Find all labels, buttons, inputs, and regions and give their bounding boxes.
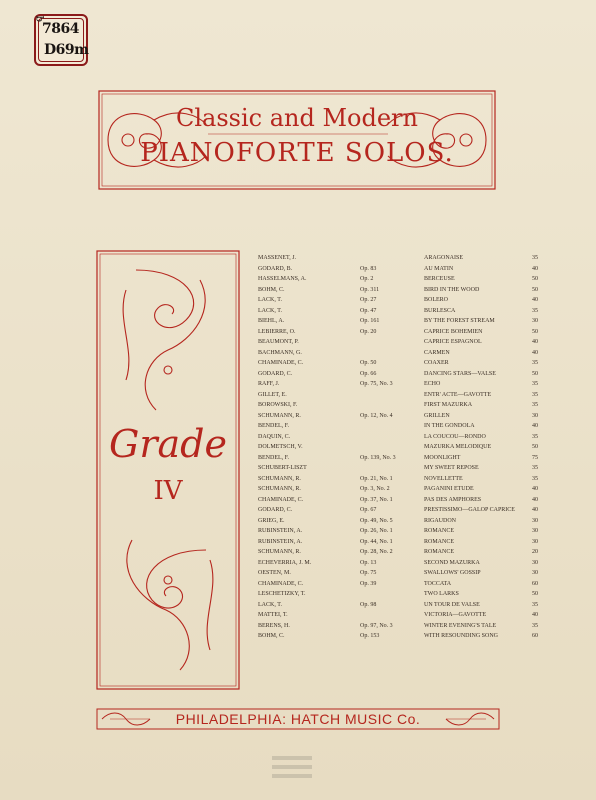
piece-opus: Op. 2 xyxy=(360,276,374,282)
call-number-line2: D69m xyxy=(44,42,89,58)
piece-price: 35 xyxy=(532,601,538,608)
piece-price: 40 xyxy=(532,423,538,429)
piece-title: LA COUCOU—RONDO xyxy=(424,433,486,440)
piece-opus: Op. 21, No. 1 xyxy=(360,475,393,482)
piece-title: SWALLOWS' GOSSIP xyxy=(424,570,481,576)
piece-composer: SCHUMANN, R. xyxy=(258,412,301,419)
piece-opus: Op. 161 xyxy=(360,318,380,324)
piece-composer: BOHM, C. xyxy=(258,286,285,293)
piece-opus: Op. 39 xyxy=(360,580,377,587)
piece-title: TOCCATA xyxy=(424,580,452,587)
piece-price: 60 xyxy=(532,580,538,587)
piece-price: 35 xyxy=(532,622,538,629)
piece-composer: MATTEI, T. xyxy=(258,612,288,618)
piece-price: 40 xyxy=(532,339,538,345)
piece-title: SECOND MAZURKA xyxy=(424,559,480,566)
piece-opus: Op. 98 xyxy=(360,601,377,608)
piece-title: ROMANCE xyxy=(424,528,455,534)
piece-price: 35 xyxy=(532,360,538,366)
piece-row xyxy=(258,318,538,329)
piece-composer: BIEHL, A. xyxy=(258,318,285,324)
piece-price: 30 xyxy=(532,528,538,534)
piece-opus: Op. 37, No. 1 xyxy=(360,496,393,503)
piece-price: 35 xyxy=(532,307,538,314)
stamp-line xyxy=(272,756,312,760)
piece-opus: Op. 153 xyxy=(360,633,380,639)
piece-title: BIRD IN THE WOOD xyxy=(424,286,480,293)
piece-row xyxy=(258,560,538,571)
piece-row xyxy=(258,570,538,581)
piece-composer: GODARD, C. xyxy=(258,507,293,513)
piece-opus: Op. 97, No. 3 xyxy=(360,622,393,629)
piece-title: BOLERO xyxy=(424,297,448,303)
piece-opus: Op. 27 xyxy=(360,297,377,303)
grade-number: IV xyxy=(153,476,183,506)
publisher-name: PHILADELPHIA: HATCH MUSIC Co. xyxy=(175,711,421,727)
piece-opus: Op. 20 xyxy=(360,328,377,335)
piece-price: 50 xyxy=(532,328,538,335)
piece-opus: Op. 75 xyxy=(360,570,377,576)
piece-composer: LACK, T. xyxy=(258,297,282,303)
publisher-banner xyxy=(96,708,500,730)
piece-composer: CHAMINADE, C. xyxy=(258,496,304,503)
piece-row xyxy=(258,591,538,602)
piece-price: 40 xyxy=(532,496,538,503)
title-line2: PIANOFORTE SOLOS. xyxy=(140,138,454,168)
piece-composer: LACK, T. xyxy=(258,601,282,608)
piece-row xyxy=(258,455,538,466)
piece-row xyxy=(258,308,538,319)
piece-opus: Op. 44, No. 1 xyxy=(360,538,393,545)
piece-title: PAS DES AMPHORES xyxy=(424,496,482,503)
piece-opus: Op. 311 xyxy=(360,286,380,293)
piece-price: 40 xyxy=(532,349,538,356)
piece-opus: Op. 13 xyxy=(360,559,377,566)
piece-row xyxy=(258,581,538,592)
piece-price: 30 xyxy=(532,517,538,524)
piece-composer: GODARD, C. xyxy=(258,370,293,377)
piece-composer: DOLMETSCH, V. xyxy=(258,444,303,450)
piece-title: PAGANINI ETUDE xyxy=(424,486,474,492)
faint-bottom-stamp xyxy=(272,756,312,790)
piece-title: WINTER EVENING'S TALE xyxy=(424,622,497,629)
piece-row xyxy=(258,465,538,476)
piece-row xyxy=(258,539,538,550)
piece-row xyxy=(258,392,538,403)
piece-title: MY SWEET REPOSE xyxy=(424,465,479,471)
piece-title: IN THE GONDOLA xyxy=(424,423,475,429)
piece-opus: Op. 139, No. 3 xyxy=(360,454,396,461)
piece-title: AU MATIN xyxy=(424,265,454,272)
piece-row xyxy=(258,297,538,308)
piece-row xyxy=(258,350,538,361)
piece-row xyxy=(258,444,538,455)
piece-composer: SCHUBERT-LISZT xyxy=(258,465,307,471)
piece-composer: SCHUMANN, R. xyxy=(258,486,301,492)
piece-row xyxy=(258,476,538,487)
piece-price: 30 xyxy=(532,570,538,576)
piece-row xyxy=(258,287,538,298)
piece-opus: Op. 47 xyxy=(360,307,377,314)
piece-composer: BENDEL, F. xyxy=(258,423,290,429)
piece-opus: Op. 26, No. 1 xyxy=(360,528,393,534)
piece-opus: Op. 49, No. 5 xyxy=(360,517,393,524)
piece-composer: BERENS, H. xyxy=(258,622,290,629)
piece-composer: LESCHETIZKY, T. xyxy=(258,591,306,597)
piece-title: ROMANCE xyxy=(424,549,455,555)
piece-title: BY THE FOREST STREAM xyxy=(424,318,495,324)
piece-row xyxy=(258,266,538,277)
piece-row xyxy=(258,423,538,434)
piece-title: PRESTISSIMO—GALOP CAPRICE xyxy=(424,507,515,513)
stamp-line xyxy=(272,765,312,769)
piece-row xyxy=(258,255,538,266)
grade-panel xyxy=(96,250,240,690)
piece-row xyxy=(258,339,538,350)
piece-composer: BOHM, C. xyxy=(258,633,285,639)
piece-title: VICTORIA—GAVOTTE xyxy=(424,612,487,618)
piece-title: COAXER xyxy=(424,360,449,366)
piece-row xyxy=(258,528,538,539)
piece-title: UN TOUR DE VALSE xyxy=(424,601,480,608)
piece-title: ROMANCE xyxy=(424,538,455,545)
piece-row xyxy=(258,497,538,508)
piece-composer: LACK, T. xyxy=(258,307,282,314)
piece-price: 60 xyxy=(532,633,538,639)
piece-title: DANCING STARS—VALSE xyxy=(424,370,496,377)
piece-composer: CHAMINADE, C. xyxy=(258,580,304,587)
piece-opus: Op. 83 xyxy=(360,265,377,272)
piece-composer: BOROWSKI, F. xyxy=(258,402,298,408)
piece-title: BURLESCA xyxy=(424,307,456,314)
piece-opus: Op. 75, No. 3 xyxy=(360,381,393,387)
piece-row xyxy=(258,518,538,529)
piece-row xyxy=(258,371,538,382)
piece-price: 30 xyxy=(532,559,538,566)
library-call-number-stamp xyxy=(34,14,88,66)
piece-price: 75 xyxy=(532,454,538,461)
piece-price: 30 xyxy=(532,412,538,419)
piece-price: 50 xyxy=(532,370,538,377)
piece-opus: Op. 12, No. 4 xyxy=(360,412,393,419)
piece-row xyxy=(258,507,538,518)
piece-price: 30 xyxy=(532,318,538,324)
piece-price: 35 xyxy=(532,391,538,398)
piece-title: TWO LARKS xyxy=(424,591,459,597)
grade-label: Grade xyxy=(109,422,227,466)
piece-opus: Op. 28, No. 2 xyxy=(360,549,393,555)
piece-price: 20 xyxy=(532,549,538,555)
piece-price: 50 xyxy=(532,286,538,293)
piece-price: 40 xyxy=(532,486,538,492)
piece-composer: BEAUMONT, P. xyxy=(258,339,299,345)
piece-row xyxy=(258,329,538,340)
piece-title: MOONLIGHT xyxy=(424,454,461,461)
piece-composer: RAFF, J. xyxy=(258,381,280,387)
piece-composer: DAQUIN, C. xyxy=(258,433,291,440)
piece-row xyxy=(258,602,538,613)
piece-opus: Op. 50 xyxy=(360,360,377,366)
piece-composer: BACHMANN, G. xyxy=(258,349,302,356)
piece-row xyxy=(258,623,538,634)
piece-title: NOVELLETTE xyxy=(424,475,463,482)
piece-title: CAPRICE BOHÉMIEN xyxy=(424,328,483,335)
piece-price: 35 xyxy=(532,433,538,440)
piece-composer: LEBIERRE, O. xyxy=(258,328,296,335)
piece-title: ENTR' ACTE—GAVOTTE xyxy=(424,391,492,398)
stamp-side-mark: q xyxy=(34,15,45,22)
piece-opus: Op. 67 xyxy=(360,507,377,513)
title-banner xyxy=(98,90,496,190)
piece-row xyxy=(258,276,538,287)
piece-title: CARMEN xyxy=(424,349,450,356)
piece-title: RIGAUDON xyxy=(424,517,456,524)
piece-composer: HASSELMANS, A. xyxy=(258,276,307,282)
piece-price: 35 xyxy=(532,402,538,408)
piece-price: 40 xyxy=(532,265,538,272)
piece-opus: Op. 66 xyxy=(360,370,377,377)
piece-row xyxy=(258,549,538,560)
piece-row xyxy=(258,612,538,623)
piece-price: 35 xyxy=(532,465,538,471)
call-number-line1: 7864 xyxy=(42,21,79,37)
piece-composer: GILLET, E. xyxy=(258,391,287,398)
grade-ornament-frame xyxy=(96,250,240,690)
piece-composer: SCHUMANN, R. xyxy=(258,475,301,482)
piece-composer: MASSENET, J. xyxy=(258,255,297,261)
piece-price: 40 xyxy=(532,507,538,513)
piece-row xyxy=(258,402,538,413)
piece-composer: CHAMINADE, C. xyxy=(258,360,304,366)
piece-composer: GRIEG, E. xyxy=(258,517,285,524)
piece-price: 30 xyxy=(532,538,538,545)
piece-composer: BENDEL, F. xyxy=(258,454,290,461)
piece-list xyxy=(258,255,538,644)
piece-price: 40 xyxy=(532,297,538,303)
piece-price: 50 xyxy=(532,591,538,597)
piece-title: ARAGONAISE xyxy=(424,255,463,261)
piece-title: GRILLEN xyxy=(424,412,450,419)
piece-row xyxy=(258,633,538,644)
piece-row xyxy=(258,413,538,424)
piece-composer: RUBINSTEIN, A. xyxy=(258,528,303,534)
piece-row xyxy=(258,360,538,371)
piece-price: 50 xyxy=(532,444,538,450)
stamp-line xyxy=(272,774,312,778)
piece-price: 35 xyxy=(532,475,538,482)
piece-row xyxy=(258,486,538,497)
piece-title: ECHO xyxy=(424,381,441,387)
piece-price: 35 xyxy=(532,255,538,261)
piece-composer: OESTEN, M. xyxy=(258,570,291,576)
piece-title: BERCEUSE xyxy=(424,276,455,282)
piece-composer: GODARD, B. xyxy=(258,265,293,272)
piece-row xyxy=(258,381,538,392)
piece-title: WITH RESOUNDING SONG xyxy=(424,633,498,639)
piece-title: MAZURKA MÉLODIQUE xyxy=(424,444,492,450)
piece-price: 35 xyxy=(532,381,538,387)
title-line1: Classic and Modern xyxy=(175,104,418,132)
piece-title: FIRST MAZURKA xyxy=(424,402,473,408)
piece-composer: RUBINSTEIN, A. xyxy=(258,538,303,545)
piece-row xyxy=(258,434,538,445)
piece-composer: SCHUMANN, R. xyxy=(258,549,301,555)
piece-title: CAPRICE ESPAGNOL xyxy=(424,339,482,345)
piece-price: 40 xyxy=(532,612,538,618)
piece-composer: ECHEVERRIA, J. M. xyxy=(258,559,312,566)
piece-opus: Op. 3, No. 2 xyxy=(360,486,390,492)
piece-price: 50 xyxy=(532,276,538,282)
